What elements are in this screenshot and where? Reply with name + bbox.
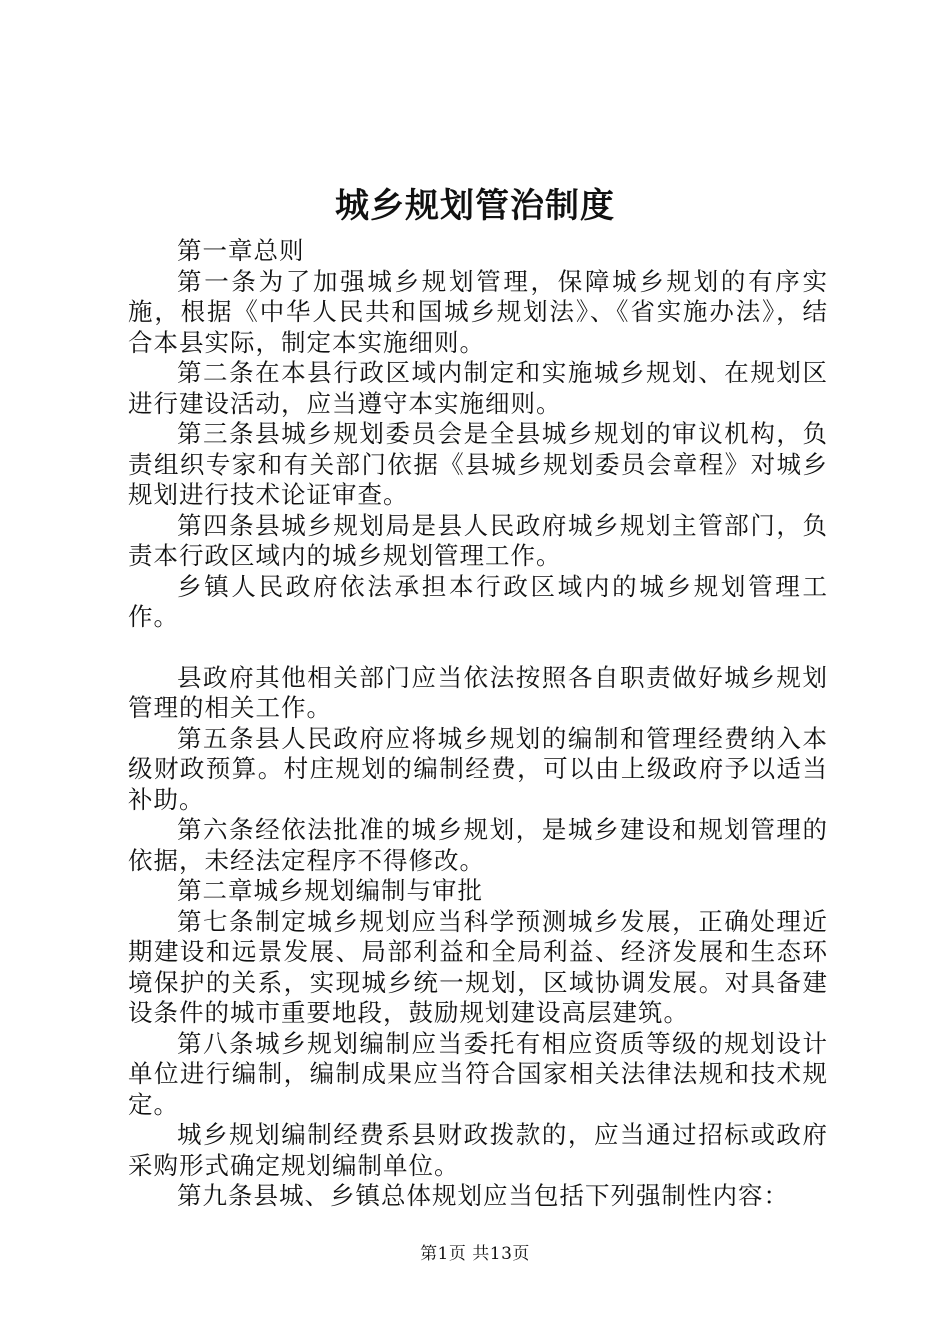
article-paragraph: 第五条县人民政府应将城乡规划的编制和管理经费纳入本级财政预算。村庄规划的编制经费，可以由上级政府予以适当补助。 [128, 723, 828, 814]
article-paragraph: 县政府其他相关部门应当依法按照各自职责做好城乡规划管理的相关工作。 [128, 662, 828, 722]
article-paragraph: 乡镇人民政府依法承担本行政区域内的城乡规划管理工作。 [128, 571, 828, 631]
article-paragraph: 第七条制定城乡规划应当科学预测城乡发展，正确处理近期建设和远景发展、局部利益和全局利益、经济发展和生态环境保护的关系，实现城乡统一规划，区域协调发展。对具备建设条件的城市重要地段，鼓励规划建设高层建筑。 [128, 906, 828, 1027]
article-paragraph: 第二条在本县行政区域内制定和实施城乡规划、在规划区进行建设活动，应当遵守本实施细则。 [128, 358, 828, 418]
article-paragraph: 第三条县城乡规划委员会是全县城乡规划的审议机构，负责组织专家和有关部门依据《县城乡规划委员会章程》对城乡规划进行技术论证审查。 [128, 419, 828, 509]
article-paragraph: 城乡规划编制经费系县财政拨款的，应当通过招标或政府采购形式确定规划编制单位。 [128, 1120, 828, 1180]
chapter-heading: 第一章总则 [177, 236, 305, 265]
page-footer: 第1页 共13页 [420, 1244, 530, 1264]
document-title: 城乡规划管治制度 [335, 186, 615, 226]
article-paragraph: 第四条县城乡规划局是县人民政府城乡规划主管部门，负责本行政区域内的城乡规划管理工作。 [128, 510, 828, 570]
article-paragraph: 第六条经依法批准的城乡规划，是城乡建设和规划管理的依据，未经法定程序不得修改。 [128, 815, 828, 875]
article-paragraph: 第九条县城、乡镇总体规划应当包括下列强制性内容： [177, 1181, 789, 1210]
document-body [128, 236, 828, 1212]
article-paragraph: 第一条为了加强城乡规划管理，保障城乡规划的有序实施，根据《中华人民共和国城乡规划法》、《省实施办法》，结合本县实际，制定本实施细则。 [128, 266, 828, 357]
chapter-heading: 第二章城乡规划编制与审批 [177, 876, 483, 905]
article-paragraph: 第八条城乡规划编制应当委托有相应资质等级的规划设计单位进行编制，编制成果应当符合国家相关法律法规和技术规定。 [128, 1028, 828, 1119]
